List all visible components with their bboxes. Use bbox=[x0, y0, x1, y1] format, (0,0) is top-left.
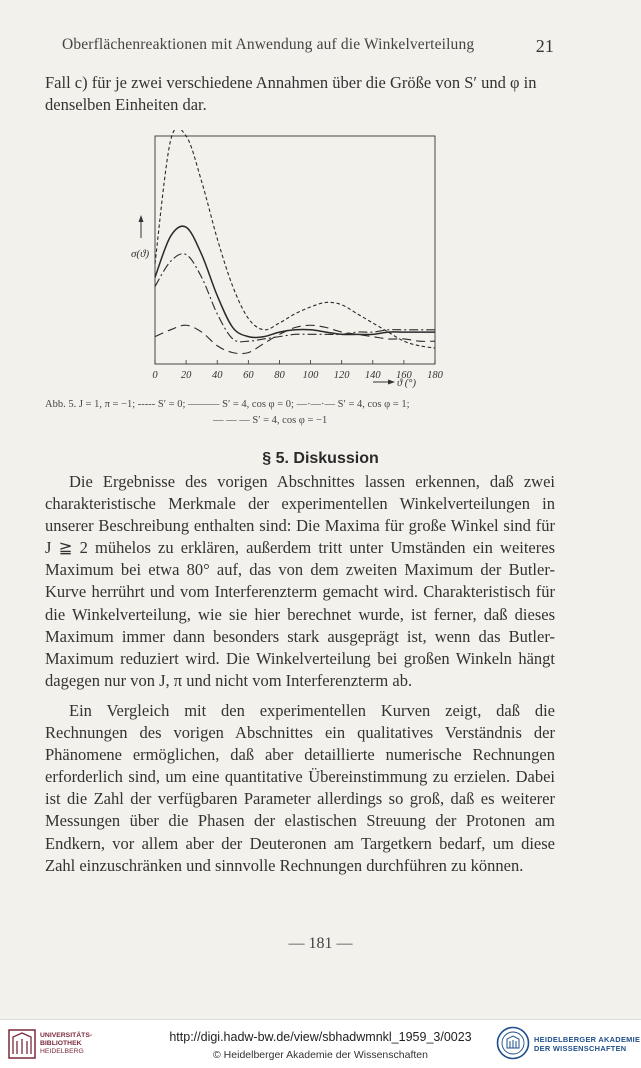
academy-name bbox=[534, 1035, 640, 1053]
ub-line-2: BIBLIOTHEK bbox=[40, 1040, 82, 1047]
academy-line-2: DER WISSENSCHAFTEN bbox=[534, 1044, 627, 1053]
digitization-footer bbox=[0, 1019, 641, 1068]
academy-line-1: HEIDELBERGER AKADEMIE bbox=[534, 1035, 641, 1044]
folio-page-number: — 181 — bbox=[288, 935, 353, 952]
x-axis-label: ϑ (°) bbox=[397, 378, 416, 389]
x-tick-label: 40 bbox=[211, 370, 223, 381]
series-line-2 bbox=[155, 226, 435, 337]
section-heading: § 5. Diskussion bbox=[262, 450, 379, 467]
x-tick-label: 60 bbox=[243, 370, 254, 381]
intro-paragraph bbox=[45, 72, 555, 116]
x-tick-label: 0 bbox=[152, 370, 158, 381]
ub-line-3: HEIDELBERG bbox=[40, 1048, 84, 1055]
caption-line-1: Abb. 5. J = 1, π = −1; ----- S′ = 0; ——— S′ = 4, cos φ = 0; —·—·— S′ = 4, cos φ = 1; bbox=[45, 399, 410, 410]
source-url-link[interactable]: http://digi.hadw-bw.de/view/sbhadwmnkl_1959_3/0023 bbox=[169, 1030, 472, 1044]
angular-distribution-chart bbox=[128, 130, 448, 402]
body-paragraph-2: Ein Vergleich mit den experimentellen Kurven zeigt, daß die Rechnungen des vorigen Abschnittes ein qualitatives Verständnis der Phänomene ermöglichen, daß aber detaillierte numerische Rechnungen erforderlich sind, um eine quantitative Übereinstimmung zu erzielen. Dabei ist die Zahl der verfügbaren Parameter allerdings so groß, daß es weiterer Messungen über die Phasen der elastischen Streuung der Protonen am Endkern, vor allem aber der Deuteronen am Targetkern bedarf, um diese Zahl einzuschränken und sinnvolle Rechnungen durchführen zu können. bbox=[45, 700, 555, 875]
y-axis-arrowhead bbox=[139, 215, 144, 222]
x-tick-label: 180 bbox=[427, 370, 443, 381]
x-tick-label: 160 bbox=[396, 370, 412, 381]
academy-seal-icon bbox=[496, 1026, 530, 1060]
x-tick-label: 140 bbox=[364, 370, 381, 381]
caption-line-2: — — — S′ = 4, cos φ = −1 bbox=[213, 415, 328, 426]
series-line-1 bbox=[155, 130, 435, 348]
x-tick-label: 120 bbox=[333, 370, 350, 381]
copyright-notice: © Heidelberger Akademie der Wissenschaften bbox=[213, 1049, 428, 1061]
running-head-page-number: 21 bbox=[535, 36, 554, 56]
body-text bbox=[45, 471, 555, 877]
x-tick-label: 80 bbox=[274, 370, 285, 381]
running-head bbox=[62, 36, 554, 57]
y-axis-label: σ(ϑ) bbox=[131, 248, 150, 260]
figure-abb-5 bbox=[128, 130, 448, 402]
body-paragraph-1: Die Ergebnisse des vorigen Abschnittes lassen erkennen, daß zwei charakteristische Merkmale der experimentellen Winkelverteilungen in unserer Beschreibung enthalten sind: Die Maxima für große Winkel sind für J ≧ 2 mühelos zu erklären, außerdem tritt unter Umständen ein weiteres Maximum bei etwa 80° auf, das von dem zweiten Maximum der Butler-Kurve herrührt und vom Interferenzterm gemacht wird. Charakteristisch für die Winkelverteilung, wie sie hier berechnet wurde, ist ferner, daß dieses Maximum immer dann besonders stark ausgeprägt ist, wenn das Butler-Maximum reduziert wird. Die Winkelverteilung bei großen Winkeln hängt dagegen nur von J, π und nicht vom Interferenzterm ab. bbox=[45, 472, 555, 690]
figure-caption bbox=[45, 397, 557, 429]
running-head-title: Oberflächenreaktionen mit Anwendung auf die Winkelverteilung bbox=[62, 36, 475, 53]
x-axis-arrowhead bbox=[388, 380, 395, 385]
ub-line-1: UNIVERSITÄTS- bbox=[40, 1032, 93, 1039]
x-tick-label: 20 bbox=[180, 370, 192, 381]
x-tick-label: 100 bbox=[302, 370, 319, 381]
series-layer bbox=[155, 130, 435, 354]
intro-text: Fall c) für je zwei verschiedene Annahmen über die Größe von S′ und φ in denselben Einheiten dar. bbox=[45, 73, 537, 114]
